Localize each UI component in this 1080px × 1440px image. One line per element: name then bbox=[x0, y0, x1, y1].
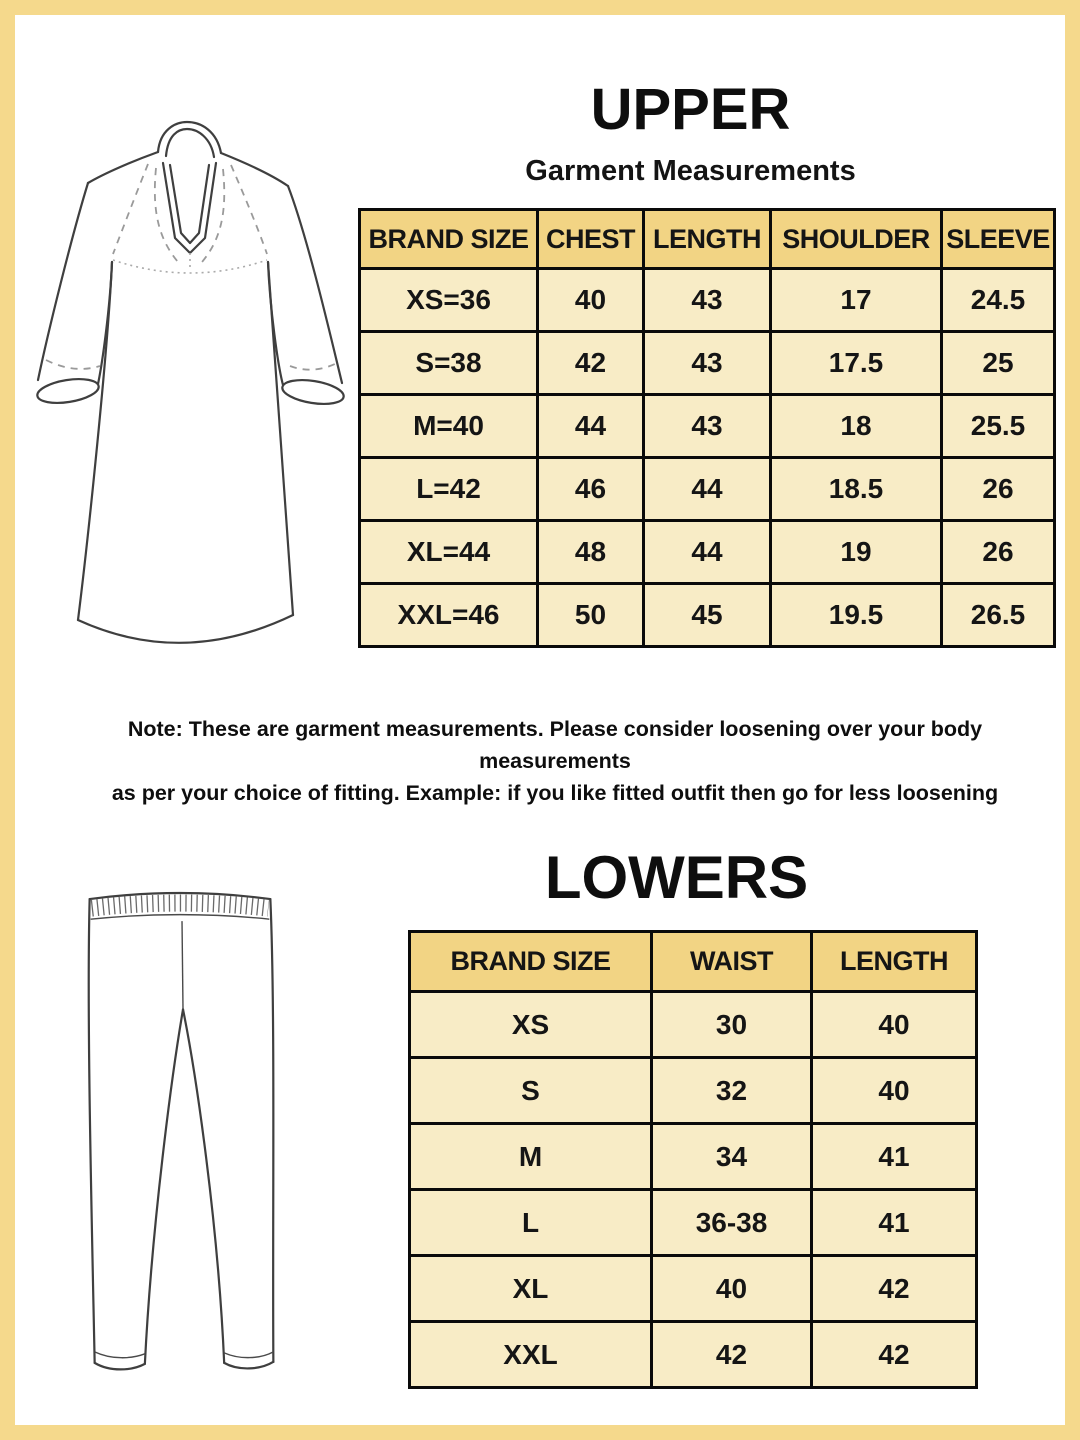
size-cell: 44 bbox=[538, 395, 644, 458]
size-cell: 18.5 bbox=[771, 458, 942, 521]
column-header: BRAND SIZE bbox=[410, 932, 652, 992]
upper-section-title: UPPER bbox=[590, 77, 791, 142]
size-cell: 17.5 bbox=[771, 332, 942, 395]
size-cell: 36-38 bbox=[652, 1190, 812, 1256]
size-cell: 25.5 bbox=[942, 395, 1055, 458]
size-cell: 40 bbox=[538, 269, 644, 332]
size-cell: 32 bbox=[652, 1058, 812, 1124]
column-header: BRAND SIZE bbox=[360, 210, 538, 269]
size-cell: 40 bbox=[652, 1256, 812, 1322]
size-cell: 19 bbox=[771, 521, 942, 584]
size-cell: 50 bbox=[538, 584, 644, 647]
column-header: LENGTH bbox=[812, 932, 977, 992]
column-header: CHEST bbox=[538, 210, 644, 269]
table-row bbox=[360, 332, 1055, 395]
size-cell: L bbox=[410, 1190, 652, 1256]
size-cell: M bbox=[410, 1124, 652, 1190]
size-cell: 40 bbox=[812, 1058, 977, 1124]
size-cell: S bbox=[410, 1058, 652, 1124]
lowers-size-table bbox=[408, 930, 978, 1389]
column-header: LENGTH bbox=[644, 210, 771, 269]
size-cell: XL=44 bbox=[360, 521, 538, 584]
measurement-note bbox=[65, 713, 1045, 809]
size-cell: XXL bbox=[410, 1322, 652, 1388]
size-cell: 26 bbox=[942, 458, 1055, 521]
size-cell: 48 bbox=[538, 521, 644, 584]
size-cell: 43 bbox=[644, 332, 771, 395]
size-cell: 26.5 bbox=[942, 584, 1055, 647]
lowers-table-header-row bbox=[410, 932, 977, 992]
size-cell: 41 bbox=[812, 1124, 977, 1190]
size-cell: 42 bbox=[538, 332, 644, 395]
size-cell: 42 bbox=[812, 1322, 977, 1388]
table-row bbox=[410, 1058, 977, 1124]
size-cell: 41 bbox=[812, 1190, 977, 1256]
table-row bbox=[360, 521, 1055, 584]
size-cell: 43 bbox=[644, 395, 771, 458]
note-line-2: as per your choice of fitting. Example: if you like fitted outfit then go for less loosening bbox=[111, 781, 999, 805]
size-cell: XS bbox=[410, 992, 652, 1058]
size-cell: 46 bbox=[538, 458, 644, 521]
upper-table-header-row bbox=[360, 210, 1055, 269]
size-cell: 34 bbox=[652, 1124, 812, 1190]
upper-section-subtitle: Garment Measurements bbox=[525, 155, 856, 187]
size-cell: XL bbox=[410, 1256, 652, 1322]
kurta-line-drawing-svg bbox=[30, 120, 360, 665]
pants-illustration bbox=[78, 883, 282, 1395]
size-cell: L=42 bbox=[360, 458, 538, 521]
size-cell: 45 bbox=[644, 584, 771, 647]
size-cell: 42 bbox=[812, 1256, 977, 1322]
lowers-section-title: LOWERS bbox=[544, 844, 809, 911]
size-cell: 24.5 bbox=[942, 269, 1055, 332]
table-row bbox=[360, 269, 1055, 332]
table-row bbox=[410, 1124, 977, 1190]
size-cell: 44 bbox=[644, 521, 771, 584]
upper-size-table bbox=[358, 208, 1056, 648]
table-row bbox=[410, 1256, 977, 1322]
table-row bbox=[410, 1190, 977, 1256]
column-header: WAIST bbox=[652, 932, 812, 992]
size-cell: 44 bbox=[644, 458, 771, 521]
table-row bbox=[410, 1322, 977, 1388]
size-cell: 25 bbox=[942, 332, 1055, 395]
table-row bbox=[410, 992, 977, 1058]
size-cell: 19.5 bbox=[771, 584, 942, 647]
size-cell: 43 bbox=[644, 269, 771, 332]
table-row bbox=[360, 458, 1055, 521]
table-row bbox=[360, 584, 1055, 647]
size-cell: 30 bbox=[652, 992, 812, 1058]
size-cell: S=38 bbox=[360, 332, 538, 395]
leggings-line-drawing-svg bbox=[78, 883, 282, 1395]
size-cell: 18 bbox=[771, 395, 942, 458]
table-row bbox=[360, 395, 1055, 458]
note-line-1: Note: These are garment measurements. Please consider loosening over your body measurements bbox=[127, 717, 983, 773]
column-header: SLEEVE bbox=[942, 210, 1055, 269]
kurta-illustration bbox=[30, 120, 360, 665]
size-cell: 26 bbox=[942, 521, 1055, 584]
size-cell: 17 bbox=[771, 269, 942, 332]
size-cell: 42 bbox=[652, 1322, 812, 1388]
size-cell: XS=36 bbox=[360, 269, 538, 332]
size-cell: 40 bbox=[812, 992, 977, 1058]
size-cell: XXL=46 bbox=[360, 584, 538, 647]
column-header: SHOULDER bbox=[771, 210, 942, 269]
size-cell: M=40 bbox=[360, 395, 538, 458]
